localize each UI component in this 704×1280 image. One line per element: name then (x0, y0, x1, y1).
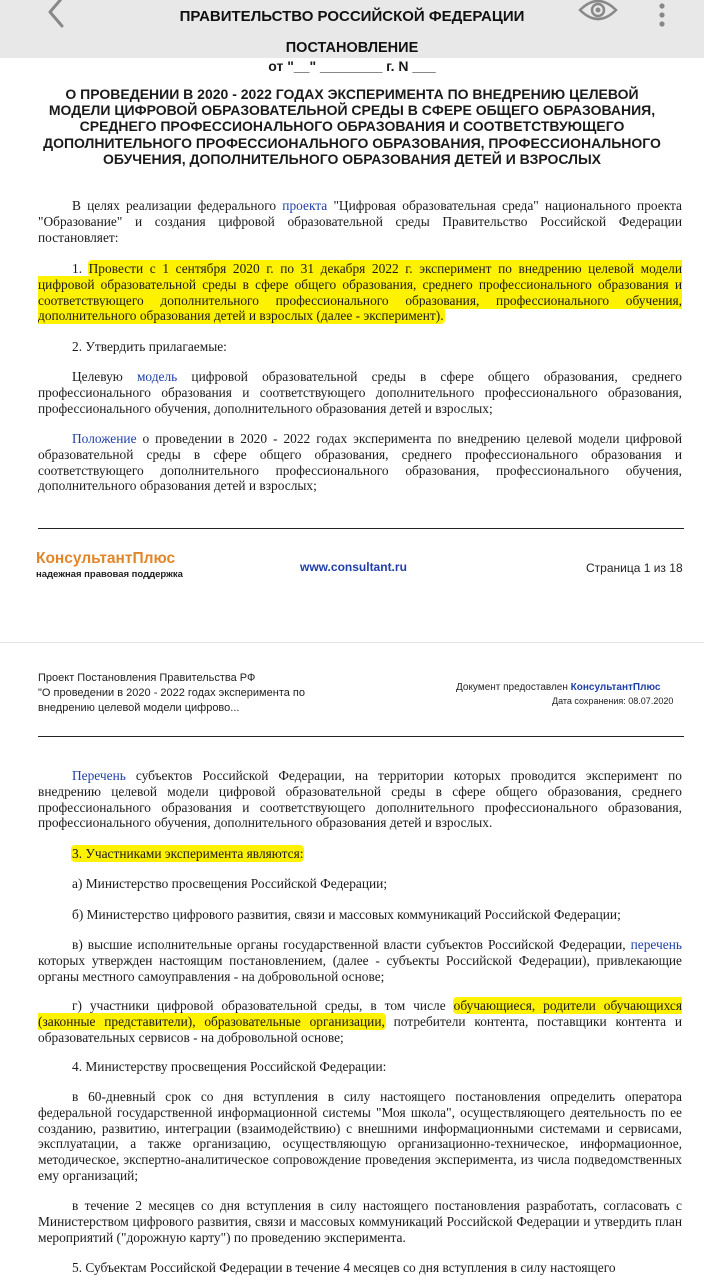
paragraph-5: 5. Субъектам Российской Федерации в течение 4 месяцев со дня вступления в силу настоящего (72, 1260, 616, 1275)
paragraph-3a: а) Министерство просвещения Российской Федерации; (72, 876, 388, 891)
project-link[interactable]: проекта (282, 198, 328, 213)
paragraph-4a: в 60-дневный срок со дня вступления в силу настоящего постановления определить оператора федеральной государственной информационной системы "Моя школа", осуществляющего деятельность по ее созданию, развитию, интеграции (взаимодействию) с внешними информационными системами и сервисами, эксплуатации, а также организацию, осуществляющую организационно-техническое, информационное, методическое, экспертно-аналитическое сопровождение проведения эксперимента, из числа подведомственных ему организаций; (38, 1089, 682, 1183)
page-header-left: Проект Постановления Правительства РФ "О проведении в 2020 - 2022 годах эксперимента по внедрению целевой модели цифрово... (38, 672, 305, 714)
government-heading: ПРАВИТЕЛЬСТВО РОССИЙСКОЙ ФЕДЕРАЦИИ (179, 8, 525, 25)
consultant-url-link[interactable]: www.consultant.ru (300, 560, 407, 574)
consultant-logo: КонсультантПлюс (36, 550, 176, 567)
paragraph-4b: в течение 2 месяцев со дня вступления в силу настоящего постановления разработать, согласовать с Министерством цифрового развития, связи и массовых коммуникаций Российской Федерации и утвердить план мероприятий ("дорожную карту") по проведению эксперимента. (38, 1198, 682, 1245)
consultant-tagline: надежная правовая поддержка (36, 569, 183, 580)
perechen-link[interactable]: Перечень (72, 768, 126, 783)
perechen-paragraph: Перечень субъектов Российской Федерации, на территории которых проводится эксперимент по внедрению целевой модели цифровой образовательной среды в сфере общего образования, среднего профессионального образования и соответствующего дополнительного профессионального образования, профессионального обучения, дополнительного образования детей и взрослых. (38, 768, 682, 831)
date-line: от "__" ________ г. N ___ (268, 58, 436, 74)
paragraph-1: 1. Провести с 1 сентября 2020 г. по 31 декабря 2022 г. эксперимент по внедрению целевой модели цифровой образовательной среды в сфере общего образования, среднего профессионального образования и соответствующего дополнительного профессионального образования, профессионального обучения, дополнительного образования детей и взрослых (далее - эксперимент). (38, 261, 682, 324)
polozhenie-link[interactable]: Положение (72, 431, 137, 446)
polozhenie-paragraph: Положение о проведении в 2020 - 2022 годах эксперимента по внедрению целевой модели цифровой образовательной среды в сфере общего образования, среднего профессионального образования и соответствующего дополнительного профессионального образования, профессионального обучения, дополнительного образования детей и взрослых; (38, 431, 682, 494)
paragraph-3b: б) Министерство цифрового развития, связи и массовых коммуникаций Российской Федерации; (72, 907, 621, 922)
document-type: ПОСТАНОВЛЕНИЕ (285, 40, 419, 56)
paragraph-3v: в) высшие исполнительные органы государственной власти субъектов Российской Федерации, перечень которых утвержден настоящим постановлением, (далее - субъекты Российской Федерации), привлекающие органы местного самоуправления - на добровольной основе; (38, 937, 682, 984)
viewer-toolbar (0, 0, 704, 58)
paragraph-4: 4. Министерству просвещения Российской Федерации: (72, 1059, 387, 1074)
highlight: обучающиеся, родители обучающихся (законные представители), образовательные организации, (38, 998, 683, 1029)
document-title: О ПРОВЕДЕНИИ В 2020 - 2022 ГОДАХ ЭКСПЕРИМЕНТА ПО ВНЕДРЕНИЮ ЦЕЛЕВОЙ МОДЕЛИ ЦИФРОВОЙ ОБРАЗОВАТЕЛЬНОЙ СРЕДЫ В СФЕРЕ ОБЩЕГО ОБРАЗОВАНИЯ, СРЕДНЕГО ПРОФЕССИОНАЛЬНОГО ОБРАЗОВАНИЯ И СООТВЕТСТВУЮЩЕГО ДОПОЛНИТЕЛЬНОГО ПРОФЕССИОНАЛЬНОГО ОБРАЗОВАНИЯ, ПРОФЕССИОНАЛЬНОГО ОБУЧЕНИЯ, ДОПОЛНИТЕЛЬНОГО ОБРАЗОВАНИЯ ДЕТЕЙ И ВЗРОСЛЫХ (43, 86, 661, 167)
paragraph-3 (38, 846, 682, 862)
highlight: Провести с 1 сентября 2020 г. по 31 декабря 2022 г. эксперимент по внедрению целевой модели цифровой образовательной среды в сфере общего образования, среднего профессионального образования и соответствующего дополнительного профессионального образования, профессионального обучения, дополнительного образования детей и взрослых (далее - эксперимент). (38, 261, 682, 324)
model-link[interactable]: модель (136, 369, 178, 384)
page-break (0, 600, 704, 643)
model-paragraph: Целевую модель цифровой образовательной среды в сфере общего образования, среднего профессионального образования и соответствующего дополнительного профессионального образования, профессионального обучения, дополнительного образования детей и взрослых; (38, 369, 682, 416)
intro-paragraph: В целях реализации федерального проекта "Цифровая образовательная среда" национального проекта "Образование" и создания цифровой образовательной среды Правительство Российской Федерации постановляет: (38, 198, 682, 245)
footer-divider (38, 528, 684, 529)
provided-by: Документ предоставлен КонсультантПлюс (456, 682, 661, 693)
highlight: 3. Участниками эксперимента являются: (72, 846, 304, 861)
header-divider (38, 736, 684, 737)
save-date: Дата сохранения: 08.07.2020 (552, 696, 674, 706)
page-counter: Страница 1 из 18 (586, 561, 683, 575)
paragraph-3g: г) участники цифровой образовательной среды, в том числе обучающиеся, родители обучающихся (законные представители), образовательные организации, потребители контента, поставщики контента и образовательных сервисов - на добровольной основе; (38, 998, 683, 1045)
paragraph-2: 2. Утвердить прилагаемые: (72, 339, 227, 354)
perechen-link-2[interactable]: перечень (630, 937, 682, 952)
